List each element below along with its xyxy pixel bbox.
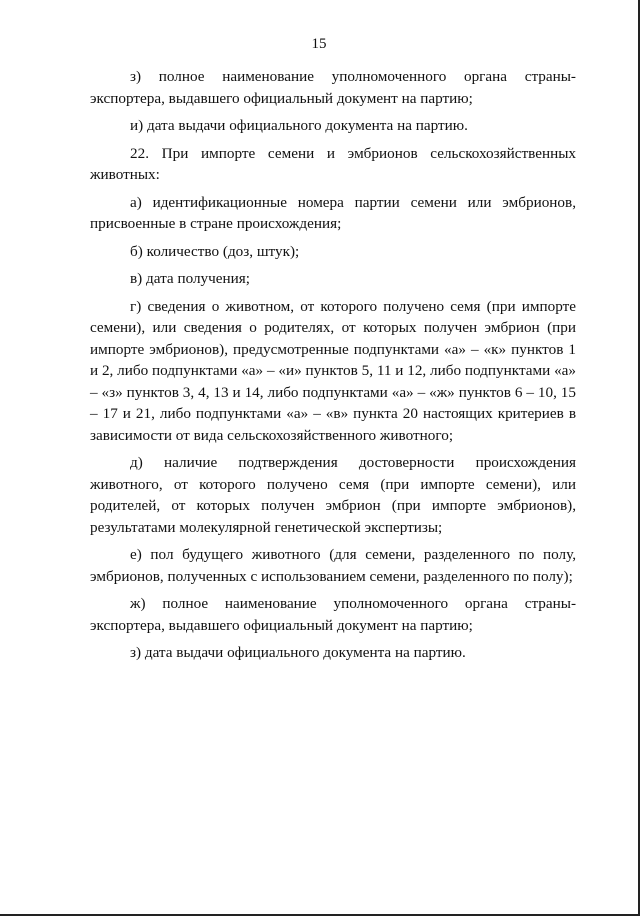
- paragraph-i-issue-date: и) дата выдачи официального документа на партию.: [130, 117, 468, 134]
- paragraph-g-animal-info: г) сведения о животном, от которого получено семя (при импорте семени), или сведения о родителях, от которых получен эмбрион (при импорте эмбрионов), предусмотренные подпунктами «а» – «к» пунктов 1 и 2, либо подпунктами «а» – «и» пунктов 5, 11 и 12, либо подпунктами «а» – «з» пунктов 3, 4, 13 и 14, либо подпунктами «а» – «ж» пунктов 6 – 10, 15 – 17 и 21, либо подпунктами «а» – «в» пункта 20 настоящих критериев в зависимости от вида сельскохозяйственного животного;: [90, 297, 576, 444]
- paragraph-d-origin-confirmation: д) наличие подтверждения достоверности происхождения животного, от которого получено семя (при импорте семени), или родителей, от которых получен эмбрион (при импорте эмбрионов), результатами молекулярной генетической экспертизы;: [90, 454, 576, 536]
- paragraph-v-receipt-date: в) дата получения;: [130, 270, 250, 287]
- paragraph-b-quantity: б) количество (доз, штук);: [130, 242, 300, 260]
- document-body: [90, 66, 576, 670]
- paragraph-z-issue-date: з) дата выдачи официального документа на партию.: [130, 644, 466, 661]
- paragraph-z-exporter-authority: з) полное наименование уполномоченного органа страны-экспортера, выдавшего официальный документ на партию;: [90, 68, 576, 107]
- page-number: 15: [311, 36, 327, 52]
- paragraph-e-sex: е) пол будущего животного (для семени, разделенного по полу, эмбрионов, полученных с использованием семени, разделенного по полу);: [90, 546, 576, 585]
- paragraph-22-heading: 22. При импорте семени и эмбрионов сельскохозяйственных животных:: [90, 144, 576, 183]
- paragraph-zh-exporter-authority: ж) полное наименование уполномоченного органа страны-экспортера, выдавшего официальный документ на партию;: [90, 595, 576, 634]
- paragraph-a-batch-ids: а) идентификационные номера партии семени или эмбрионов, присвоенные в стране происхождения;: [90, 193, 576, 232]
